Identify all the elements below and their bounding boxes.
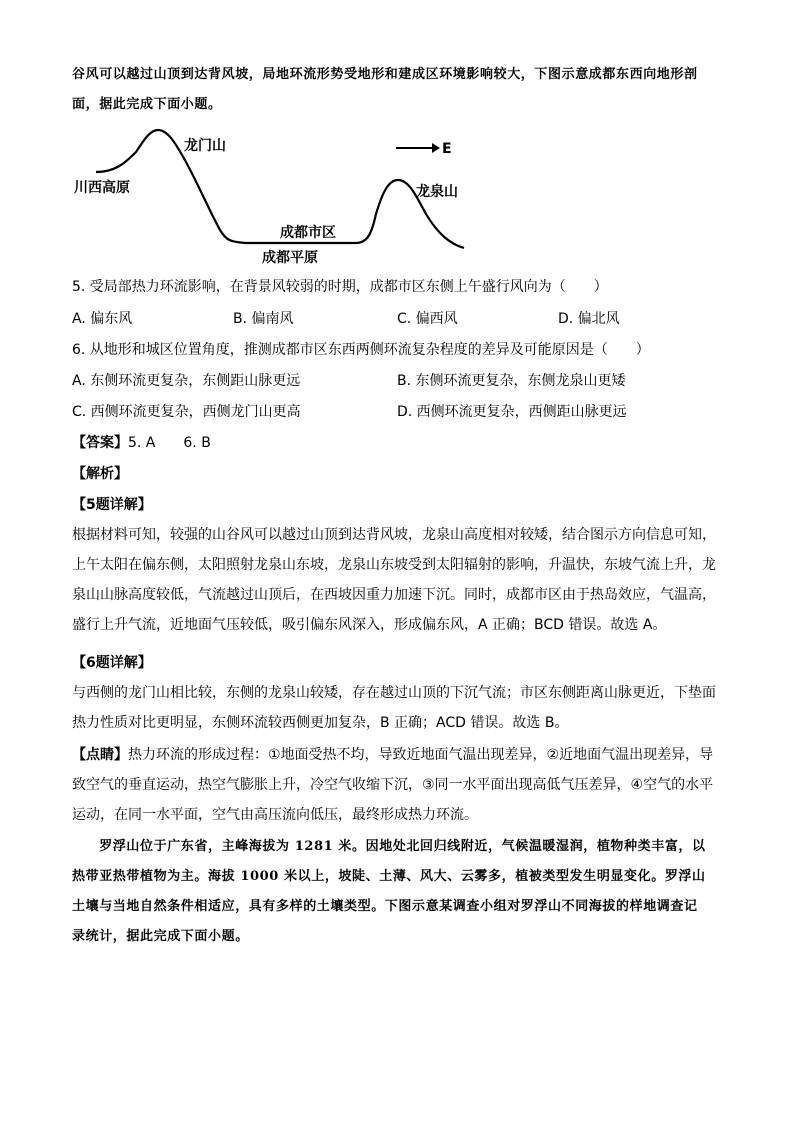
question-6-option-d: D. 西侧环流更复杂，西侧距山脉更远 bbox=[397, 404, 627, 420]
label-longquan-mountain: 龙泉山 bbox=[416, 184, 458, 200]
question-6-option-b: B. 东侧环流更复杂，东侧龙泉山更矮 bbox=[397, 373, 626, 389]
question-5-option-b: B. 偏南风 bbox=[233, 311, 294, 327]
question-5-option-a: A. 偏东风 bbox=[72, 311, 133, 327]
question-5-option-c: C. 偏西风 bbox=[397, 311, 458, 327]
question-6-option-c: C. 西侧环流更复杂，西侧龙门山更高 bbox=[72, 404, 301, 420]
tip-text: 热力环流的形成过程：①地面受热不均，导致近地面气温出现差异，②近地面气温出现差异，导 bbox=[128, 747, 714, 763]
label-chengdu-city: 成都市区 bbox=[280, 225, 336, 241]
intro-line: 谷风可以越过山顶到达背风坡，局地环流形势受地形和建成区环境影响较大，下图示意成都东西向地形剖 bbox=[72, 67, 698, 82]
tip-line: 致空气的垂直运动，热空气膨胀上升，冷空气收缩下沉，③同一水平面出现高低气压差异，④空气的水平 bbox=[72, 777, 714, 793]
intro-2-line: 录统计，据此完成下面小题。 bbox=[72, 929, 249, 944]
detail-6-label: 【6题详解】 bbox=[72, 655, 152, 671]
question-5-option-d: D. 偏北风 bbox=[558, 311, 620, 327]
intro-2-line: 罗浮山位于广东省，主峰海拔为 1281 米。因地处北回归线附近，气候温暖湿润，植物种类丰富，以 bbox=[72, 839, 706, 854]
answer-label: 【答案】 bbox=[72, 435, 128, 451]
question-6-option-a: A. 东侧环流更复杂，东侧距山脉更远 bbox=[72, 373, 301, 389]
intro-line: 面，据此完成下面小题。 bbox=[72, 97, 222, 112]
terrain-profile-diagram bbox=[74, 122, 466, 272]
answer-line bbox=[72, 432, 211, 452]
analysis-label: 【解析】 bbox=[72, 466, 128, 482]
tip-label: 【点睛】 bbox=[72, 747, 128, 763]
detail-5-paragraph bbox=[72, 520, 722, 640]
detail-5-label: 【5题详解】 bbox=[72, 497, 152, 513]
intro-2-line: 土壤与当地自然条件相适应，具有多样的土壤类型。下图示意某调查小组对罗浮山不同海拔的样地调查记 bbox=[72, 899, 698, 914]
detail-6-line: 与西侧的龙门山相比较，东侧的龙泉山较矮，存在越过山顶的下沉气流；市区东侧距离山脉更近，下垫面 bbox=[72, 685, 716, 701]
detail-6-paragraph bbox=[72, 678, 722, 738]
detail-5-line: 盛行上升气流，近地面气压较低，吸引偏东风深入，形成偏东风，A 正确；BCD 错误。故选 A。 bbox=[72, 617, 667, 633]
tip-line bbox=[72, 740, 722, 770]
label-longmen-mountain: 龙门山 bbox=[184, 138, 226, 154]
tip-line: 运动，在同一水平面，空气由高压流向低压，最终形成热力环流。 bbox=[72, 807, 478, 823]
detail-6-line: 热力性质对比更明显，东侧环流较西侧更加复杂，B 正确；ACD 错误。故选 B。 bbox=[72, 715, 569, 731]
intro-paragraph-2 bbox=[72, 832, 722, 952]
question-6-stem: 6. 从地形和城区位置角度，推测成都市区东西两侧环流复杂程度的差异及可能原因是（ ） bbox=[72, 342, 650, 358]
answer-text: 5. A 6. B bbox=[128, 435, 211, 451]
question-5-stem: 5. 受局部热力环流影响，在背景风较弱的时期，成都市区东侧上午盛行风向为（ ） bbox=[72, 279, 608, 295]
east-arrow-head bbox=[432, 143, 440, 153]
detail-5-line: 根据材料可知，较强的山谷风可以越过山顶到达背风坡，龙泉山高度相对较矮，结合图示方向信息可知， bbox=[72, 527, 716, 543]
label-chengdu-plain: 成都平原 bbox=[262, 250, 318, 266]
intro-2-line: 热带亚热带植物为主。海拔 1000 米以上，坡陡、土薄、风大、云雾多，植被类型发生明显变化。罗浮山 bbox=[72, 869, 706, 884]
tip-paragraph bbox=[72, 740, 722, 830]
label-east: E bbox=[442, 141, 452, 157]
intro-paragraph bbox=[72, 60, 722, 120]
label-chuanxi-plateau: 川西高原 bbox=[74, 180, 130, 196]
detail-5-line: 泉山山脉高度较低，气流越过山顶后，在西坡因重力加速下沉。同时，成都市区由于热岛效应，气温高， bbox=[72, 587, 716, 603]
detail-5-line: 上午太阳在偏东侧，太阳照射龙泉山东坡，龙泉山东坡受到太阳辐射的影响，升温快，东坡气流上升，龙 bbox=[72, 557, 716, 573]
